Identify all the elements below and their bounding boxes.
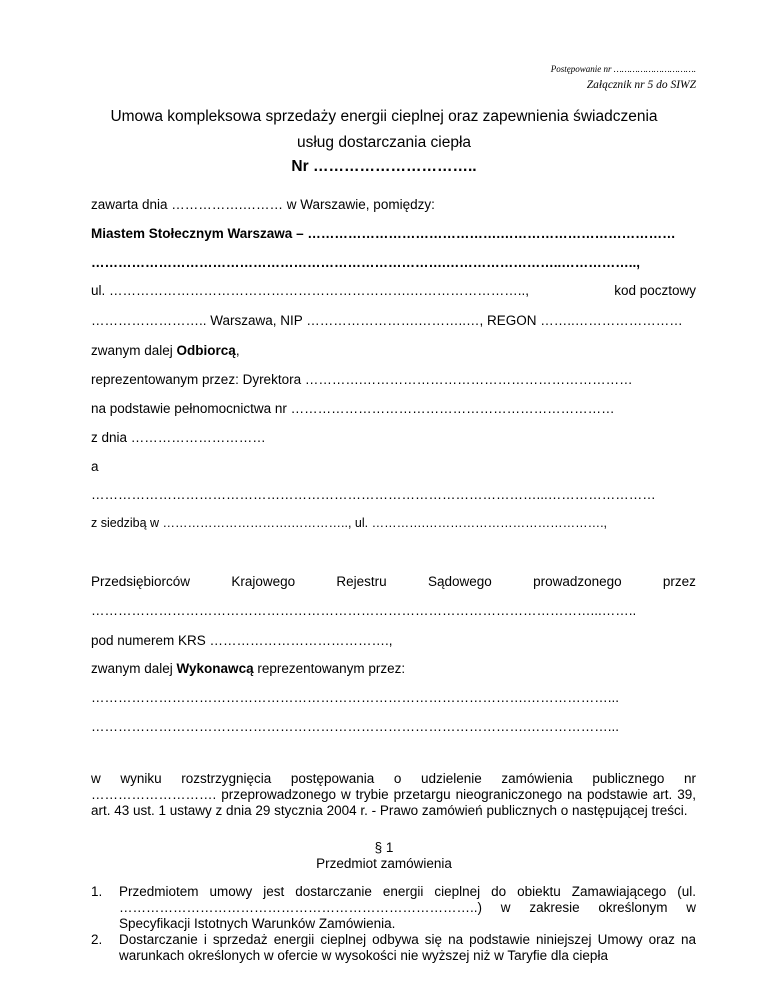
receiver-prefix: zwanym dalej <box>91 343 177 358</box>
receiver-line <box>91 343 696 358</box>
city-dots: …………………………………….………………………………… <box>303 226 676 241</box>
representative-dots-line-2: …………………………………………………………………………………….………………... <box>91 719 620 734</box>
contract-number: Nr ………………………….. <box>291 158 477 175</box>
registry-word-1: Przedsiębiorców <box>91 574 191 589</box>
registry-word-3: Rejestru <box>336 574 387 589</box>
section-heading: Przedmiot zamówienia <box>316 856 452 871</box>
registry-word-2: Krajowego <box>231 574 296 589</box>
section-number: § 1 <box>374 840 394 855</box>
registry-line <box>91 574 696 589</box>
represented-line: reprezentowanym przez: Dyrektora ………….…………………………………………………… <box>91 372 633 387</box>
seat-line: z siedzibą w ………………………….………….., ul. ………….……………………………………., <box>91 516 608 530</box>
list-item-number: 2. <box>91 932 103 947</box>
registry-word-5: prowadzonego <box>533 574 622 589</box>
dated-line: z dnia ………………………… <box>91 430 266 445</box>
contractor-prefix: zwanym dalej <box>91 661 177 676</box>
registry-word-6: przez <box>662 574 696 589</box>
receiver-name: Odbiorcą <box>176 343 236 358</box>
intro-paragraph: w wyniku rozstrzygnięcia postępowania o udzielenie zamówienia publicznego nr ………………………. przeprowadzonego w trybie przetargu nieograniczonego na podstawie art. 39, art. 43 ust. 1 ustawy z dnia 29 stycznia 2004 r. - Prawo zamówień publicznych o następującej treści. <box>91 771 696 818</box>
contractor-suffix: reprezentowanym przez: <box>253 661 406 676</box>
list-item-text: Dostarczanie i sprzedaż energii cieplnej odbywa się na podstawie niniejszej Umowy oraz na warunkach określonych w ofercie w wysokości nie wyższej niż w Taryfie dla ciepła <box>119 932 696 963</box>
court-dots-line: …………………………………………………………………………………………………...…….. <box>91 603 637 618</box>
contractor-line <box>91 661 696 676</box>
krs-line: pod numerem KRS …………………………………., <box>91 633 393 648</box>
concluded-date-line: zawarta dnia …………….……… w Warszawie, pomiędzy: <box>91 197 435 212</box>
list-item <box>91 932 696 964</box>
contract-title-line2: usług dostarczania ciepła <box>296 134 472 151</box>
nip-regon-line: …………………….. Warszawa, NIP …………………….………..…, REGON ……..…………………… <box>91 313 683 328</box>
contract-title-line1: Umowa kompleksowa sprzedaży energii cieplnej oraz zapewnienia świadczenia <box>110 108 658 125</box>
postal-code-label: kod pocztowy <box>614 283 696 298</box>
list-item <box>91 884 696 932</box>
list-item-text: Przedmiotem umowy jest dostarczanie energii cieplnej do obiektu Zamawiającego (ul. ……………………………………………………………………..) w zakresie określonym w Specyfikacji Istotnych Warunków Zamówienia. <box>119 884 696 931</box>
contractor-dots-line: ………………………………………………………………………………………...…………………… <box>91 487 656 502</box>
representative-dots-line-1: …………………………………………………………………………………….………………... <box>91 690 620 705</box>
street-line <box>91 283 696 298</box>
address-dots-line: …………………………………………………………………….……………………..…………….., <box>91 255 641 270</box>
contractor-name: Wykonawcą <box>176 661 254 676</box>
list-item-number: 1. <box>91 884 103 899</box>
street-field: ul. ………………………………………………………….…………………….., <box>91 283 530 298</box>
and-line: a <box>91 459 99 474</box>
receiver-suffix: , <box>235 343 240 358</box>
attachment-label: Załącznik nr 5 do SIWZ <box>586 79 696 91</box>
registry-word-4: Sądowego <box>427 574 492 589</box>
city-name: Miastem Stołecznym Warszawa – <box>91 226 304 241</box>
power-of-attorney-line: na podstawie pełnomocnictwa nr ……………………………………………………………… <box>91 401 615 416</box>
procedure-number-label: Postępowanie nr …………………………. <box>550 64 696 74</box>
city-line <box>91 226 696 241</box>
